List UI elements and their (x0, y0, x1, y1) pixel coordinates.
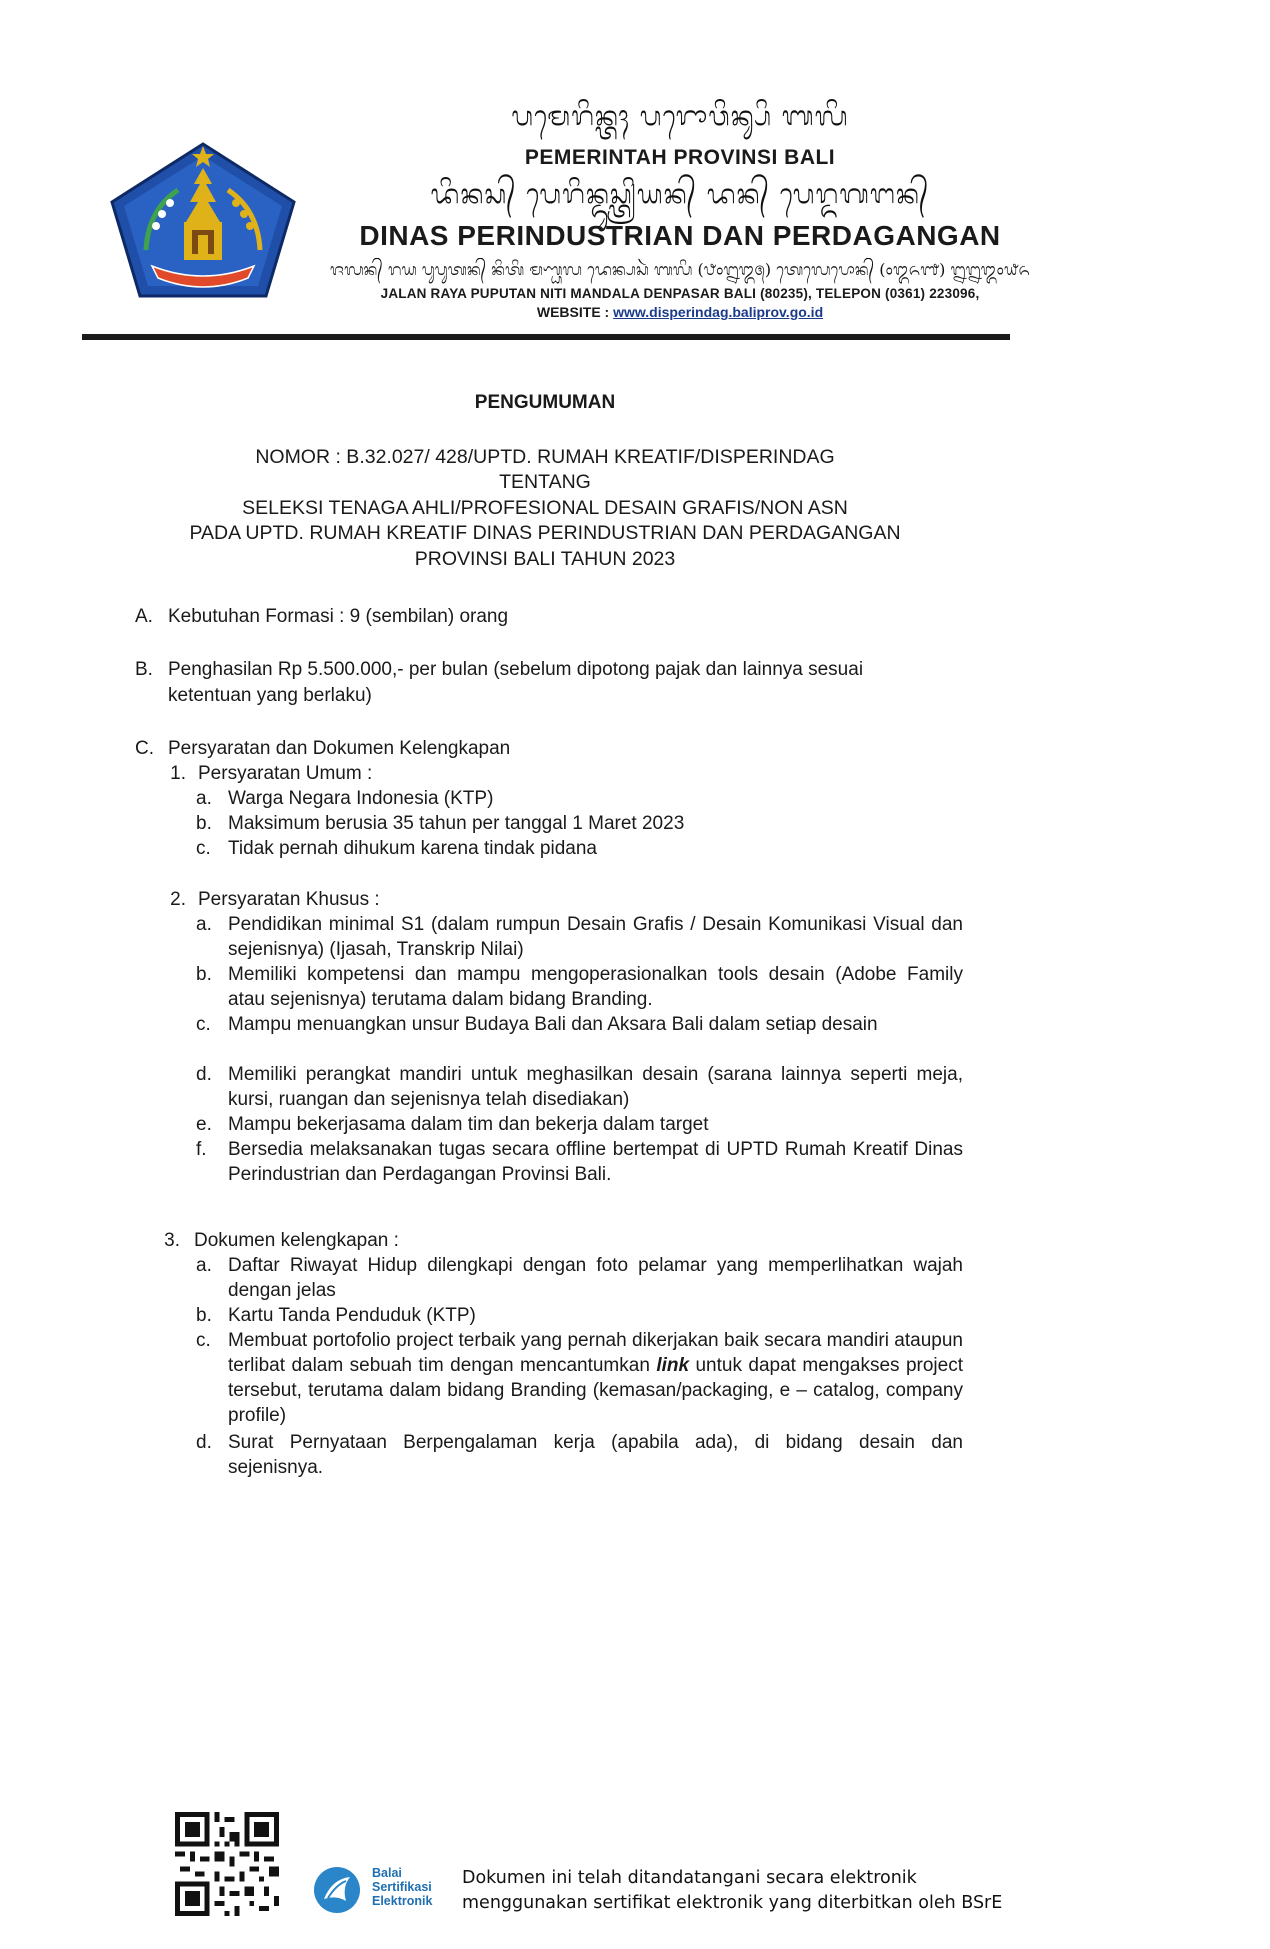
list-item-letter: d. (196, 1432, 212, 1453)
list-item-text: Surat Pernyataan Berpengalaman kerja (apabila ada), di bidang desain dan sejenisnya. (228, 1432, 963, 1478)
subsection-3-title: Dokumen kelengkapan : (194, 1230, 399, 1251)
list-item-letter: c. (196, 1014, 211, 1035)
bsre-logo-icon (312, 1865, 362, 1915)
balinese-script-line-2: ᬤᬶᬦᬲ᭄ ᬧᬾᬭᬶᬦ᭄ᬤᬸᬲ᭄ᬢ᭄ᬭᬶᬬᬦ᭄ ᬤᬦ᭄ ᬧᬾᬭ᭄ᬤᬕᬗᬦ᭄ (430, 179, 930, 210)
list-item-letter: a. (196, 1255, 212, 1276)
list-item-letter: b. (196, 1305, 212, 1326)
portfolio-text-before: Membuat portofolio project terbaik yang pernah dikerjakan baik secara mandiri ataupun terlibat dalam sebuah tim dengan mencantumkan (228, 1330, 963, 1376)
list-item-text: Maksimum berusia 35 tahun per tanggal 1 Maret 2023 (228, 813, 685, 834)
list-item-letter: d. (196, 1064, 212, 1085)
e-signature-note-line-2: menggunakan sertifikat elektronik yang diterbitkan oleh BSrE (462, 1893, 1003, 1913)
subsection-3-number: 3. (164, 1230, 180, 1251)
list-item-text: Tidak pernah dihukum karena tindak pidana (228, 838, 597, 859)
list-item-text: Pendidikan minimal S1 (dalam rumpun Desain Grafis / Desain Komunikasi Visual dan sejenisnya) (Ijasah, Transkrip Nilai) (228, 914, 963, 960)
bsre-name-line: Sertifikasi (372, 1880, 432, 1894)
section-c-text: Persyaratan dan Dokumen Kelengkapan (168, 738, 511, 759)
list-item-letter: a. (196, 788, 212, 809)
list-item-text (228, 1328, 963, 1428)
list-item-text: Memiliki perangkat mandiri untuk meghasilkan desain (sarana lainnya seperti meja, kursi, ruangan dan sejenisnya telah disediakan) (228, 1064, 963, 1110)
section-b-letter: B. (135, 659, 153, 680)
list-item-text: Bersedia melaksanakan tugas secara offline bertempat di UPTD Rumah Kreatif Dinas Perindustrian dan Perdagangan Provinsi Bali. (228, 1139, 963, 1185)
subsection-2-title: Persyaratan Khusus : (198, 889, 380, 910)
org-name-province: PEMERINTAH PROVINSI BALI (524, 146, 836, 169)
balinese-script-address: ᬚᬮᬦ᭄ ᬭᬬ ᬧᬸᬧᬸᬢᬦ᭄ ᬦᬶᬢᬶ ᬫᬡ᭄ᬟᬮ ᬤᬾᬦ᭄ᬧᬲᬃ ᬩᬮᬶ (᭘᭐᭒᭓᭕) ᬢᬾᬮᬾᬧᭀᬦ᭄ (᭐᭓᭖᭑) ᭒᭒᭓᭐᭙᭖ (330, 260, 1030, 279)
balinese-script-line-1: ᬧᬫᬾᬭᬶᬦ᭄ᬢᬄ ᬧᬭᭀᬯᬶᬦ᭄ᬲᬶ ᬩᬮᬶ (511, 101, 849, 132)
bali-province-emblem (108, 140, 298, 300)
announcement-about: TENTANG (499, 471, 591, 493)
subsection-1-title: Persyaratan Umum : (198, 763, 373, 784)
section-c-letter: C. (135, 738, 154, 759)
e-signature-note (462, 1866, 1002, 1916)
section-b-line-2: ketentuan yang berlaku) (168, 685, 372, 706)
announcement-subject-3: PROVINSI BALI TAHUN 2023 (414, 548, 676, 570)
website-label: WEBSITE : (536, 304, 610, 320)
portfolio-link-word: link (656, 1355, 690, 1376)
e-signature-note-line-1: Dokumen ini telah ditandatangani secara elektronik (462, 1868, 917, 1888)
list-item-letter: b. (196, 813, 212, 834)
list-item-text: Warga Negara Indonesia (KTP) (228, 788, 494, 809)
list-item-text: Daftar Riwayat Hidup dilengkapi dengan foto pelamar yang memperlihatkan wajah dengan jelas (228, 1255, 963, 1301)
announcement-number: NOMOR : B.32.027/ 428/UPTD. RUMAH KREATIF/DISPERINDAG (255, 446, 835, 468)
section-b-line-1: Penghasilan Rp 5.500.000,- per bulan (sebelum dipotong pajak dan lainnya sesuai (168, 659, 864, 680)
list-item-letter: e. (196, 1114, 212, 1135)
agency-website (300, 304, 1060, 320)
website-link[interactable]: www.disperindag.baliprov.go.id (613, 304, 824, 320)
list-item-letter: a. (196, 914, 212, 935)
list-item-letter: c. (196, 838, 211, 859)
subsection-2-number: 2. (170, 889, 186, 910)
section-a-letter: A. (135, 606, 153, 627)
announcement-title: PENGUMUMAN (474, 392, 616, 413)
list-item-text: Memiliki kompetensi dan mampu mengoperasionalkan tools desain (Adobe Family atau sejenisnya) terutama dalam bidang Branding. (228, 964, 963, 1010)
list-item-text: Kartu Tanda Penduduk (KTP) (228, 1305, 476, 1326)
agency-address: JALAN RAYA PUPUTAN NITI MANDALA DENPASAR BALI (80235), TELEPON (0361) 223096, (380, 286, 980, 301)
announcement-subject-2: PADA UPTD. RUMAH KREATIF DINAS PERINDUSTRIAN DAN PERDAGANGAN (189, 522, 901, 544)
org-name-agency: DINAS PERINDUSTRIAN DAN PERDAGANGAN (359, 220, 1001, 251)
section-a-text: Kebutuhan Formasi : 9 (sembilan) orang (168, 606, 509, 627)
list-item-text: Mampu menuangkan unsur Budaya Bali dan Aksara Bali dalam setiap desain (228, 1014, 878, 1035)
list-item-text: Mampu bekerjasama dalam tim dan bekerja dalam target (228, 1114, 709, 1135)
qr-code (175, 1812, 279, 1916)
portfolio-text-after: untuk dapat mengakses project tersebut, terutama dalam bidang Branding (kemasan/packaging, e – catalog, company profile) (228, 1355, 963, 1426)
bsre-name-line: Elektronik (372, 1894, 433, 1908)
list-item-letter: b. (196, 964, 212, 985)
subsection-1-number: 1. (170, 763, 186, 784)
bsre-name (372, 1866, 432, 1908)
bsre-name-line: Balai (372, 1866, 402, 1880)
letterhead-divider (82, 334, 1010, 340)
announcement-subject-1: SELEKSI TENAGA AHLI/PROFESIONAL DESAIN GRAFIS/NON ASN (242, 497, 848, 519)
list-item-letter: f. (196, 1139, 207, 1160)
list-item-letter: c. (196, 1330, 211, 1351)
